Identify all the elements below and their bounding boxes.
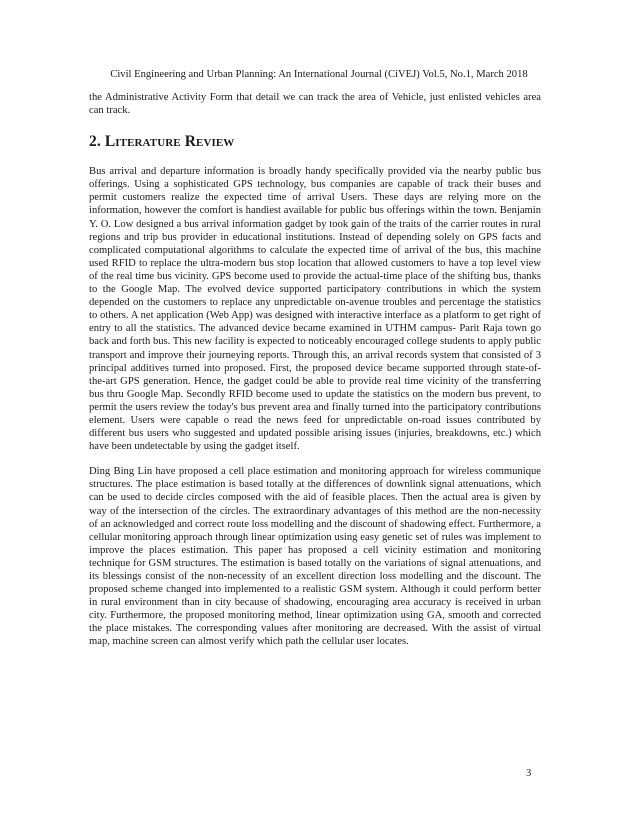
body-paragraph-2: Ding Bing Lin have proposed a cell place estimation and monitoring approach for wireless communique structures. The place estimation is based totally at the differences of downlink signal attenuations, which can be used to decide circles composed with the aid of feasible places. Then the actual area is given by way of the intersection of the circles. The extraordinary advantages of this method are the non-necessity of an acknowledged and correct route loss modelling and the discount of shadowing effect. Furthermore, a cellular monitoring approach through linear optimization using easy genetic set of rules was implement to improve the places estimation. This paper has proposed a cell vicinity estimation and monitoring technique for GSM structures. The estimation is based totally on the variations of signal attenuations, and its blessings consist of the non-necessity of an excellent direction loss modelling and the discount. The proposed scheme changed into implemented to a realistic GSM system. Although it could perform better in rural environment than in city because of shadowing, encouraging area accuracy is received in urban city. Furthermore, the proposed monitoring method, linear optimization using GA, smooth and corrected the place mistakes. The corresponding values after monitoring are decreased. With the assist of virtual map, machine screen can almost verify which path the cellular user locates. — [89, 466, 541, 648]
body-paragraph-1: Bus arrival and departure information is broadly handy specifically provided via the nearby public bus offerings. Using a sophisticated GPS technology, bus companies are capable of track their buses and permit customers realize the expected time of arrival Users. These days are relying more on the information, however the comfort is handiest available for public bus offerings within the town. Benjamin Y. O. Low designed a bus arrival information gadget by took gain of the traits of the carrier routes in rural regions and trip bus provider in educational institutions. Instead of depending solely on GPS facts and complicated computational algorithms to calculate the expected time of arrival of the bus, this machine used RFID to replace the ultra-modern bus stop location that allowed customers to have a top level view of the real time bus vicinity. GPS become used to provide the actual-time place of the shifting bus, thanks to the Google Map. The evolved device supported participatory contributions in which the system depended on the customers to replace any unpredictable on-avenue troubles and percentage the statistics to others. A net application (Web App) was designed with interactive interface as a platform to get right of entry to all the statistics. The advanced device became examined in UTHM campus- Parit Raja town go back and forth bus. This new facility is expected to noticeably encouraged college students to apply public transport and improve their journeying reports. Through this, an arrival records system that consisted of 3 principal additives turned into proposed. First, the proposed device became supported through state-of-the-art GPS generation. Hence, the gadget could be able to provide real time vicinity of the transferring bus thru Google Map. Secondly RFID become used to update the statistics on the modern bus prevent, to permit the users review the today's bus prevent area and finally turned into the participatory contributions element. Users were capable o read the news feed for unpredictable on-road issues contributed by different bus users who suggested and updated possible arising issues (injuries, breakdowns, etc.) which have been undetectable by using the gadget itself. — [89, 166, 541, 453]
page-number: 3 — [526, 768, 532, 779]
paragraph-spacer — [89, 453, 541, 465]
section-title: Literature Review — [104, 133, 235, 151]
continuation-paragraph: the Administrative Activity Form that detail we can track the area of Vehicle, just enlisted vehicles area can track. — [89, 92, 541, 117]
running-header: Civil Engineering and Urban Planning: An International Journal (CiVEJ) Vol.5, No.1, March 2018 — [110, 69, 528, 80]
section-heading — [89, 133, 541, 151]
body-content — [89, 91, 541, 649]
section-number: 2. — [89, 133, 101, 151]
